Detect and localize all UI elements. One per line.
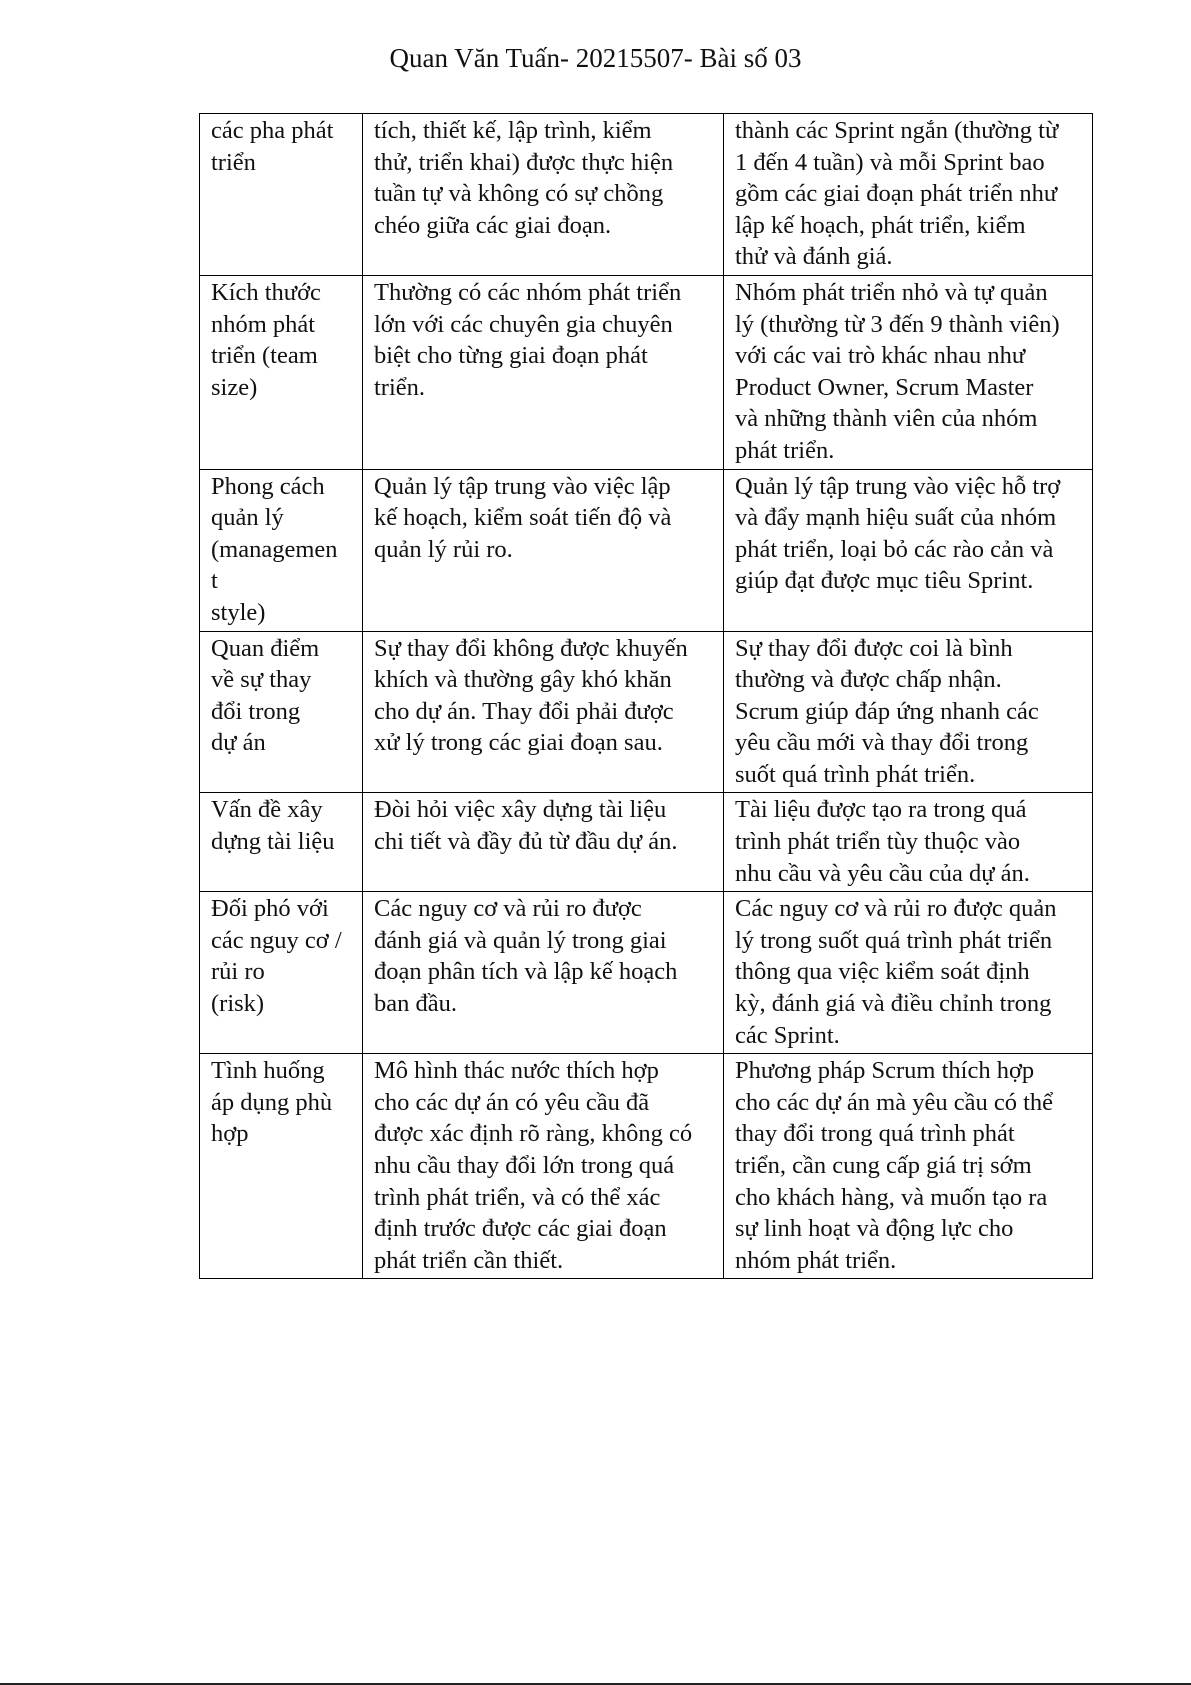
- waterfall-cell: Đòi hỏi việc xây dựng tài liệu chi tiết và đầy đủ từ đầu dự án.: [363, 793, 724, 892]
- criterion-cell: Vấn đề xây dựng tài liệu: [200, 793, 363, 892]
- table-row: [200, 114, 1093, 276]
- criterion-cell: Quan điểm về sự thay đổi trong dự án: [200, 631, 363, 793]
- waterfall-cell: Sự thay đổi không được khuyến khích và thường gây khó khăn cho dự án. Thay đổi phải được xử lý trong các giai đoạn sau.: [363, 631, 724, 793]
- table-row: [200, 275, 1093, 469]
- table-row: [200, 1054, 1093, 1279]
- criterion-cell: Kích thước nhóm phát triển (team size): [200, 275, 363, 469]
- criterion-cell: Tình huống áp dụng phù hợp: [200, 1054, 363, 1279]
- scrum-cell: Quản lý tập trung vào việc hỗ trợ và đẩy mạnh hiệu suất của nhóm phát triển, loại bỏ các rào cản và giúp đạt được mục tiêu Sprint.: [724, 469, 1093, 631]
- waterfall-cell: tích, thiết kế, lập trình, kiểm thử, triển khai) được thực hiện tuần tự và không có sự chồng chéo giữa các giai đoạn.: [363, 114, 724, 276]
- waterfall-cell: Các nguy cơ và rủi ro được đánh giá và quản lý trong giai đoạn phân tích và lập kế hoạch ban đầu.: [363, 892, 724, 1054]
- table-row: [200, 892, 1093, 1054]
- criterion-cell: Phong cách quản lý (managemen t style): [200, 469, 363, 631]
- waterfall-cell: Mô hình thác nước thích hợp cho các dự án có yêu cầu đã được xác định rõ ràng, không có nhu cầu thay đổi lớn trong quá trình phát triển, và có thể xác định trước được các giai đoạn phát triển cần thiết.: [363, 1054, 724, 1279]
- scrum-cell: Nhóm phát triển nhỏ và tự quản lý (thường từ 3 đến 9 thành viên) với các vai trò khác nhau như Product Owner, Scrum Master và những thành viên của nhóm phát triển.: [724, 275, 1093, 469]
- comparison-table: [199, 113, 1093, 1279]
- page-header: Quan Văn Tuấn- 20215507- Bài số 03: [389, 43, 802, 73]
- criterion-cell: Đối phó với các nguy cơ / rủi ro (risk): [200, 892, 363, 1054]
- table-row: [200, 469, 1093, 631]
- waterfall-cell: Quản lý tập trung vào việc lập kế hoạch, kiểm soát tiến độ và quản lý rủi ro.: [363, 469, 724, 631]
- table-row: [200, 631, 1093, 793]
- scrum-cell: Các nguy cơ và rủi ro được quản lý trong suốt quá trình phát triển thông qua việc kiểm soát định kỳ, đánh giá và điều chỉnh trong các Sprint.: [724, 892, 1093, 1054]
- criterion-cell: các pha phát triển: [200, 114, 363, 276]
- scrum-cell: thành các Sprint ngắn (thường từ 1 đến 4 tuần) và mỗi Sprint bao gồm các giai đoạn phát triển như lập kế hoạch, phát triển, kiểm thử và đánh giá.: [724, 114, 1093, 276]
- scrum-cell: Phương pháp Scrum thích hợp cho các dự án mà yêu cầu có thể thay đổi trong quá trình phát triển, cần cung cấp giá trị sớm cho khách hàng, và muốn tạo ra sự linh hoạt và động lực cho nhóm phát triển.: [724, 1054, 1093, 1279]
- scrum-cell: Sự thay đổi được coi là bình thường và được chấp nhận. Scrum giúp đáp ứng nhanh các yêu cầu mới và thay đổi trong suốt quá trình phát triển.: [724, 631, 1093, 793]
- scrum-cell: Tài liệu được tạo ra trong quá trình phát triển tùy thuộc vào nhu cầu và yêu cầu của dự án.: [724, 793, 1093, 892]
- waterfall-cell: Thường có các nhóm phát triển lớn với các chuyên gia chuyên biệt cho từng giai đoạn phát triển.: [363, 275, 724, 469]
- table-row: [200, 793, 1093, 892]
